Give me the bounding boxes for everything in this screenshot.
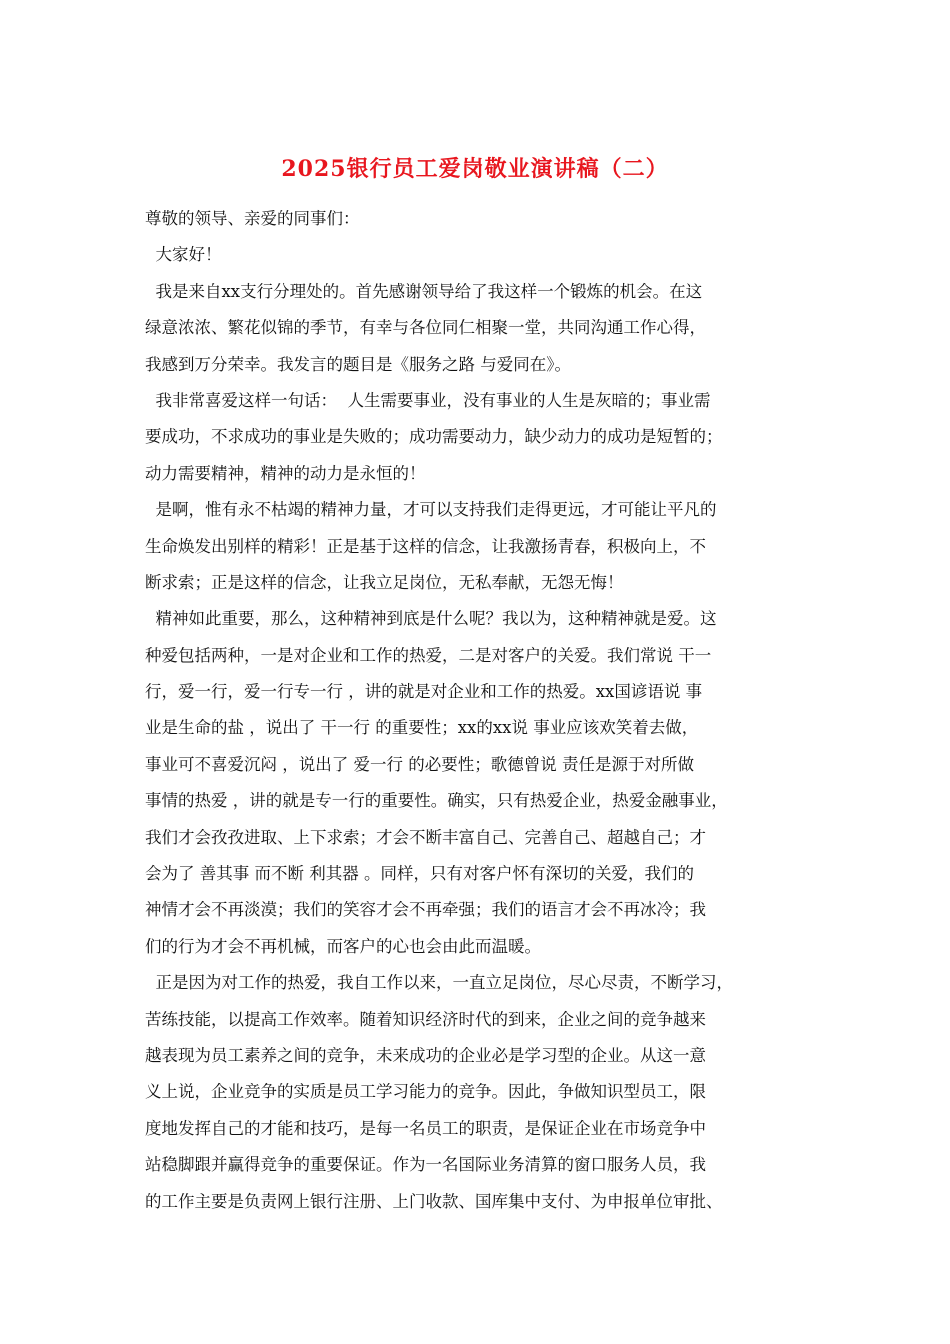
text-line: 绿意浓浓、繁花似锦的季节，有幸与各位同仁相聚一堂，共同沟通工作心得， <box>145 318 706 338</box>
text-line: 事情的热爱 ，讲的就是专一行的重要性。确实，只有热爱企业，热爱金融事业， <box>145 791 728 811</box>
text-line: 度地发挥自己的才能和技巧，是每一名员工的职责，是保证企业在市场竞争中 <box>145 1118 706 1138</box>
document-body <box>145 201 815 1220</box>
text-line: 断求索；正是这样的信念，让我立足岗位，无私奉献，无怨无悔！ <box>145 572 624 592</box>
text-line: 越表现为员工素养之间的竞争，未来成功的企业必是学习型的企业。从这一意 <box>145 1045 706 1065</box>
text-line: 业是生命的盐 ，说出了 干一行 的重要性；xx的xx说 事业应该欢笑着去做， <box>145 718 699 738</box>
text-line: 种爱包括两种，一是对企业和工作的热爱，二是对客户的关爱。我们常说 干一 <box>145 645 712 665</box>
text-line: 动力需要精神，精神的动力是永恒的！ <box>145 463 426 483</box>
text-line: 我们才会孜孜进取、上下求索；才会不断丰富自己、完善自己、超越自己；才 <box>145 827 706 847</box>
text-line: 站稳脚跟并赢得竞争的重要保证。作为一名国际业务清算的窗口服务人员，我 <box>145 1155 706 1175</box>
text-line: 行，爱一行，爱一行专一行 ，讲的就是对企业和工作的热爱。xx国谚语说 事 <box>145 682 703 702</box>
text-line: 精神如此重要，那么，这种精神到底是什么呢？我以为，这种精神就是爱。这 <box>145 609 717 629</box>
text-line: 尊敬的领导、亲爱的同事们： <box>145 209 360 228</box>
text-line: 神情才会不再淡漠；我们的笑容才会不再牵强；我们的语言才会不再冰冷；我 <box>145 900 706 920</box>
text-line: 会为了 善其事 而不断 利其器 。同样，只有对客户怀有深切的关爱，我们的 <box>145 864 694 884</box>
text-line: 我感到万分荣幸。我发言的题目是《服务之路 与爱同在》。 <box>145 354 571 374</box>
document-title: 2025银行员工爱岗敬业演讲稿（二） <box>281 156 669 182</box>
text-line: 大家好！ <box>145 245 222 265</box>
text-line: 要成功，不求成功的事业是失败的；成功需要动力，缺少动力的成功是短暂的； <box>145 427 723 447</box>
text-line: 是啊，惟有永不枯竭的精神力量，才可以支持我们走得更远，才可能让平凡的 <box>145 500 717 520</box>
text-line: 事业可不喜爱沉闷 ，说出了 爱一行 的必要性；歌德曾说 责任是源于对所做 <box>145 754 694 774</box>
text-line: 义上说，企业竞争的实质是员工学习能力的竞争。因此，争做知识型员工，限 <box>145 1082 706 1102</box>
text-line: 苦练技能，以提高工作效率。随着知识经济时代的到来，企业之间的竞争越来 <box>145 1009 706 1029</box>
text-line: 们的行为才会不再机械，而客户的心也会由此而温暖。 <box>145 936 541 956</box>
text-line: 的工作主要是负责网上银行注册、上门收款、国库集中支付、为申报单位审批、 <box>145 1191 723 1211</box>
text-line: 生命焕发出别样的精彩！正是基于这样的信念，让我激扬青春，积极向上，不 <box>145 536 706 556</box>
text-line: 我非常喜爱这样一句话： 人生需要事业，没有事业的人生是灰暗的；事业需 <box>145 390 711 410</box>
text-line: 正是因为对工作的热爱，我自工作以来，一直立足岗位，尽心尽责，不断学习， <box>145 973 733 993</box>
text-line: 我是来自xx支行分理处的。首先感谢领导给了我这样一个锻炼的机会。在这 <box>145 281 703 301</box>
